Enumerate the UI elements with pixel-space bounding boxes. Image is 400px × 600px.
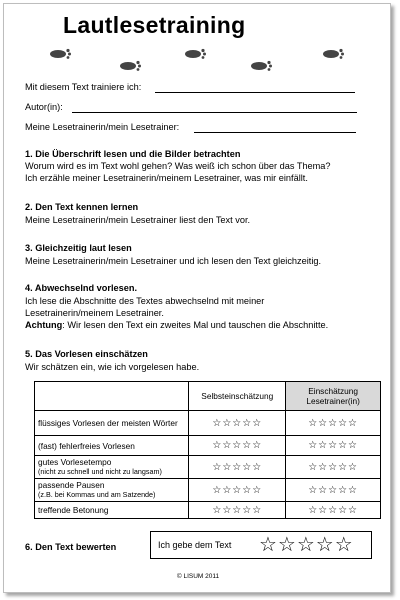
self-stars[interactable]: ☆☆☆☆☆ [189,456,286,479]
criterion-cell [35,456,189,479]
section-1-line: Ich erzähle meiner Lesetrainerin/meinem Lesetrainer, was mir einfällt. [25,173,308,183]
table-row [35,436,381,456]
section-4-line: Ich lese die Abschnitte des Textes abwechselnd mit meiner [25,296,265,306]
footprint-icon [46,48,72,60]
final-rating-label: Ich gebe dem Text [158,540,232,550]
note-text: : Wir lesen den Text ein zweites Mal und tauschen die Abschnitte. [62,320,329,330]
footprints-decoration [4,46,392,76]
text-field-label: Mit diesem Text trainiere ich: [25,82,142,92]
final-rating-stars[interactable]: ☆☆☆☆☆ [259,534,354,556]
criterion-label: flüssiges Vorlesen der meisten Wörter [35,411,189,436]
footprint-icon [181,48,207,60]
trainer-stars[interactable]: ☆☆☆☆☆ [286,436,381,456]
self-stars[interactable]: ☆☆☆☆☆ [189,436,286,456]
self-stars[interactable]: ☆☆☆☆☆ [189,479,286,502]
table-header-row [35,382,381,411]
trainer-stars[interactable]: ☆☆☆☆☆ [286,411,381,436]
self-stars[interactable]: ☆☆☆☆☆ [189,502,286,519]
table-header-empty [35,382,189,411]
section-3-line: Meine Lesetrainerin/mein Lesetrainer und ich lesen den Text gleichzeitig. [25,256,322,266]
table-row [35,479,381,502]
section-6-heading: 6. Den Text bewerten [25,542,117,552]
table-header-self: Selbsteinschätzung [189,382,286,411]
copyright-footer: © LISUM 2011 [176,573,220,580]
section-2-heading: 2. Den Text kennen lernen [25,202,139,212]
trainer-field-label: Meine Lesetrainerin/mein Lesetrainer: [25,122,180,132]
table-row [35,456,381,479]
criterion-sublabel: (z.B. bei Kommas und am Satzende) [38,490,156,499]
criterion-label: passende Pausen [38,480,105,490]
table-row [35,411,381,436]
section-5-heading: 5. Das Vorlesen einschätzen [25,349,148,359]
section-5-line: Wir schätzen ein, wie ich vorgelesen habe. [25,362,200,372]
note-bold-label: Achtung [25,320,63,330]
criterion-sublabel: (nicht zu schnell und nicht zu langsam) [38,467,162,476]
section-4-heading: 4. Abwechselnd vorlesen. [25,283,137,293]
trainer-stars[interactable]: ☆☆☆☆☆ [286,479,381,502]
table-row [35,502,381,519]
trainer-field-line[interactable] [194,132,356,133]
final-rating-box [150,531,372,559]
footprint-icon [116,60,142,72]
self-assessment-table [34,381,381,519]
footprint-icon [247,60,273,72]
self-stars[interactable]: ☆☆☆☆☆ [189,411,286,436]
author-field-label: Autor(in): [25,102,63,112]
section-3-heading: 3. Gleichzeitig laut lesen [25,243,132,253]
section-2-line: Meine Lesetrainerin/mein Lesetrainer liest den Text vor. [25,215,251,225]
table-header-trainer: Einschätzung Lesetrainer(in) [286,382,381,411]
footprint-icon [319,48,345,60]
text-field-line[interactable] [155,92,355,93]
trainer-stars[interactable]: ☆☆☆☆☆ [286,502,381,519]
criterion-label: treffende Betonung [35,502,189,519]
section-1-line: Worum wird es im Text wohl gehen? Was weiß ich schon über das Thema? [25,161,331,171]
criterion-label: gutes Vorlesetempo [38,457,112,467]
section-4-note [25,319,328,332]
section-4-line: Lesetrainerin/meinem Lesetrainer. [25,308,164,318]
page-title: Lautlesetraining [63,12,246,38]
section-1-heading: 1. Die Überschrift lesen und die Bilder betrachten [25,149,241,159]
criterion-label: (fast) fehlerfreies Vorlesen [35,436,189,456]
criterion-cell [35,479,189,502]
trainer-stars[interactable]: ☆☆☆☆☆ [286,456,381,479]
worksheet-page [3,3,391,593]
author-field-line[interactable] [72,112,357,113]
